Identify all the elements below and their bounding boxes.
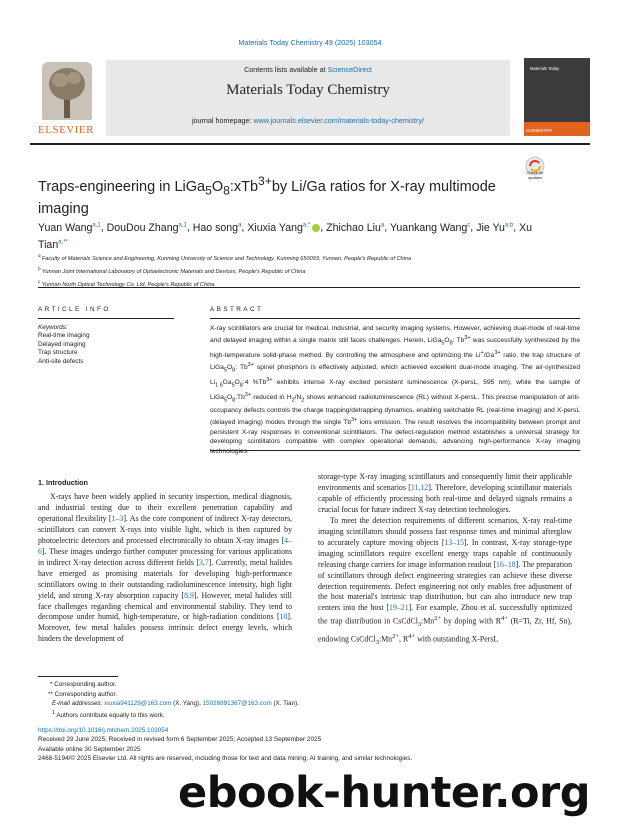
intro-left-column — [38, 492, 292, 645]
affiliation: $^c$ Yunnan North Optical Technology Co. Ltd, People's Republic of China — [38, 278, 215, 288]
affiliation: $^b$ Yunnan Joint International Laboratory of Optoelectronic Materials and Devices, People's Republic of China — [38, 265, 306, 275]
author-name: Jie Yu — [476, 221, 505, 234]
author — [247, 222, 320, 234]
author — [38, 222, 101, 234]
paragraph: X-rays have been widely applied in security inspection, medical diagnosis, and industrial testing due to their excellent penetration capability and operational flexibility [1–3]. As the core component of indirect X-ray detectors, scintillators can convert X-rays into visible light, which is then captured by photoelectric detectors and processed electronically to obtain X-ray images [4–6]. These images undergo further computer processing for various applications in indirect X-ray detection across different fields [3,7]. Currently, metal halides have emerged as promising materials for developing high-performance scintillators owing to their outstanding radioluminescence intensity, high light yield, and strong X-ray absorption capacity [8,9]. However, metal halides still face challenges regarding chemical and environmental stability. They tend to decompose under humid, high-temperature, or high-radiation conditions [10]. Moreover, few metal halides possess intrinsic defect energy levels, which hinders the development of — [38, 492, 292, 644]
citation-link[interactable]: 1–3 — [111, 513, 124, 523]
email-link[interactable]: xiuxia941129@163.com — [104, 700, 172, 707]
citation-link[interactable]: 11,12 — [410, 482, 429, 492]
author — [107, 222, 187, 234]
author-list: Yuan Wang$^{a,1}$, DouDou Zhang$^{a,1}$, Hao song$^a$, Xiuxia Yang$^{a,*}$ , Zhichao Liu$^a$, Yuankang Wang$^c$, Jie Yu$^{a,b}$, Xu Tian$^{a,**}$ — [38, 221, 533, 252]
citation-link[interactable]: 16–18 — [496, 559, 516, 569]
author-affiliation-marker[interactable]: c — [467, 222, 471, 228]
elsevier-logo — [30, 62, 102, 136]
intro-right-column — [318, 472, 572, 649]
author-affiliation-marker[interactable]: a — [380, 222, 385, 228]
abstract-text: X-ray scintillators are crucial for medical, industrial, and security imaging systems. However, achieving dual-mode of real-time and delayed imaging within a single matrix still faces challenges. Herein, $LiGa_5O_8$: $Tb^{3+}$ was successfully synthesized by the high-temperature solid-phase method. By controlling the atmosphere and optimizing the $Li^+/Ga^{3+}$ ratio, the trap structure of $LiGa_5O_8$: $Tb^{3+}$ spinel phosphors is effectively adjusted, which achieved excellent dual-mode imaging. The air-synthesized $Li_{1.6}Ga_5O_8:4$ $\%Tb^{3+}$ exhibits intense X-ray excited persistent luminescence (X-persL, 595 nm), while the sample of $LiGa_5O_8:Tb^{3+}$ reduced in $H_2/N_2$ shows enhanced radioluminescence (RL) without X-persL. This precise manipulation of anti-occupancy defects controls the charge trapping/detrapping dynamics, enabling switchable RL (real-time imaging) and X-persL (delayed imaging) modes through the single $Tb^{3+}$ ions emission. The result resolves the incompatibility between prompt and persistent X-ray responses in conventional scintillators. The defect-regulation method establishes a universal strategy for developing scintillators compatible with complex operational demands, advancing high-performance X-ray imaging technologies. — [210, 325, 581, 455]
journal-cover — [524, 58, 590, 136]
keyword: Delayed imaging — [38, 340, 86, 348]
orcid-icon[interactable] — [312, 224, 320, 232]
keyword: Real-time imaging — [38, 332, 90, 340]
author — [476, 222, 513, 234]
author-affiliation-marker[interactable]: a,** — [58, 239, 68, 246]
citation-link[interactable]: 13–15 — [444, 537, 465, 547]
article-info-rule — [38, 318, 174, 319]
keyword: Trap structure — [38, 349, 78, 357]
journal-title: Materials Today Chemistry — [226, 82, 390, 98]
author-name: Xiuxia Yang — [247, 221, 303, 234]
abstract-rule — [210, 318, 580, 319]
keywords-block — [38, 324, 178, 366]
author-affiliation-marker[interactable]: a,* — [302, 222, 311, 228]
article-history — [38, 726, 558, 764]
citation-link[interactable]: 3,7 — [199, 557, 209, 567]
citation-link[interactable]: 10 — [279, 612, 288, 622]
homepage-link[interactable]: www.journals.elsevier.com/materials-today-chemistry/ — [253, 116, 425, 125]
email-addresses: E-mail addresses: xiuxia941129@163.com (X. Yang), 15026891367@163.com (X. Tian). — [52, 700, 299, 707]
watermark-text: ebook-hunter.org — [178, 768, 590, 818]
author-name: Xu Tian — [38, 221, 533, 252]
article-info-heading: ARTICLE INFO — [38, 306, 111, 313]
author-affiliation-marker[interactable]: a,1 — [178, 222, 187, 228]
footnotes — [38, 680, 338, 720]
author-name: Zhichao Liu — [326, 221, 381, 234]
header-rule — [30, 143, 590, 145]
author — [193, 222, 242, 234]
contents-prefix: Contents lists available at — [244, 65, 328, 74]
abstract-bottom-rule — [210, 450, 580, 451]
cover-title: Materials Today — [530, 66, 560, 71]
journal-banner — [106, 60, 510, 136]
author — [326, 222, 384, 234]
doi-link[interactable]: https://doi.org/10.1016/j.mtchem.2025.103054 — [38, 727, 169, 734]
article-title: Traps-engineering in $LiGa_5O_8:xTb^{3+}by$ Li/Ga ratios for X-ray multimode imaging — [38, 174, 496, 217]
citation-link[interactable]: 19–21 — [389, 603, 409, 613]
cover-label: CHEMISTRY — [526, 128, 553, 133]
sciencedirect-link[interactable]: ScienceDirect — [327, 65, 372, 74]
journal-header — [30, 58, 590, 140]
homepage-line — [106, 116, 510, 125]
author-name: Hao song — [192, 221, 239, 234]
author-affiliation-marker[interactable]: a — [238, 222, 242, 228]
email-link[interactable]: 15026891367@163.com — [202, 700, 272, 707]
corresponding-author-note: * Corresponding author. — [50, 681, 117, 688]
footnote-rule — [38, 676, 118, 677]
abstract-heading: ABSTRACT — [210, 306, 264, 313]
author — [390, 222, 470, 234]
metadata-rule — [38, 287, 580, 288]
equal-contribution-note: $^1$ Authors contribute equally to this work. — [52, 709, 165, 719]
citation-link[interactable]: 8,9 — [184, 590, 194, 600]
affiliations — [38, 251, 558, 290]
homepage-prefix: journal homepage: — [191, 116, 254, 125]
elsevier-wordmark: ELSEVIER — [38, 124, 94, 136]
check-for-updates-label: Check for updates — [526, 170, 544, 180]
contents-line — [106, 65, 510, 74]
author-affiliation-marker[interactable]: a,1 — [92, 222, 101, 228]
copyright: 2468-5194/© 2025 Elsevier Ltd. All rights are reserved, including those for text and data mining, AI training, and similar technologies. — [38, 755, 413, 763]
author-name: Yuankang Wang — [389, 221, 468, 234]
keywords-label: Keywords: — [38, 324, 68, 331]
journal-reference[interactable]: Materials Today Chemistry 49 (2025) 103054 — [238, 38, 382, 47]
paragraph: storage-type X-ray imaging scintillators and consequently limit their applicable environments and scenarios [11,12]. Therefore, developing scintillator materials capable of efficiently processing both real-time and delayed signals remains a crucial focus for future indirect X-ray detection technologies. — [318, 472, 572, 514]
cover-bar — [524, 122, 590, 136]
corresponding-author-note: ** Corresponding author. — [48, 690, 117, 698]
section-heading: 1. Introduction — [38, 478, 88, 487]
received-dates: Received 29 June 2025; Received in revised form 6 September 2025; Accepted 13 September 2025 — [38, 736, 322, 744]
keyword: Anti-site defects — [38, 357, 84, 365]
author-name: DouDou Zhang — [106, 221, 179, 234]
citation-link[interactable]: 4–6 — [38, 535, 292, 556]
author-name: Yuan Wang — [38, 221, 93, 234]
author-affiliation-marker[interactable]: a,b — [504, 222, 514, 228]
online-date: Available online 30 September 2025 — [38, 745, 141, 753]
elsevier-tree-icon — [42, 62, 92, 120]
paragraph: To meet the detection requirements of different scenarios, X-ray real-time imaging scintillators should possess fast response times and minimal afterglow to accurately capture moving objects [13–15]. In contrast, X-ray storage-type imaging scintillators require excellent energy traps capable of continuously releasing charge carriers for image information readout [16–18]. The preparation of scintillators through defect engineering strategies can achieve these diverse detection requirements. Defect engineering not only enables free adjustment of the host material's intrinsic trap distribution, but can also introduce new trap centers into the host [19–21]. For example, Zhou et al. successfully optimized the trap distribution in $CsCdCl_3:Mn^{2+}$ by doping with $R^{4+}$ (R=Ti, Zr, Hf, Sn), endowing $CsCdCl_3:Mn^{2+}$, $R^{4+}$ with outstanding X-PersL — [318, 515, 572, 646]
affiliation: $^a$ Faculty of Materials Science and Engineering, Kunming University of Science and Technology, Kunming 650093, Yunnan, People's Republic of China — [38, 253, 412, 262]
